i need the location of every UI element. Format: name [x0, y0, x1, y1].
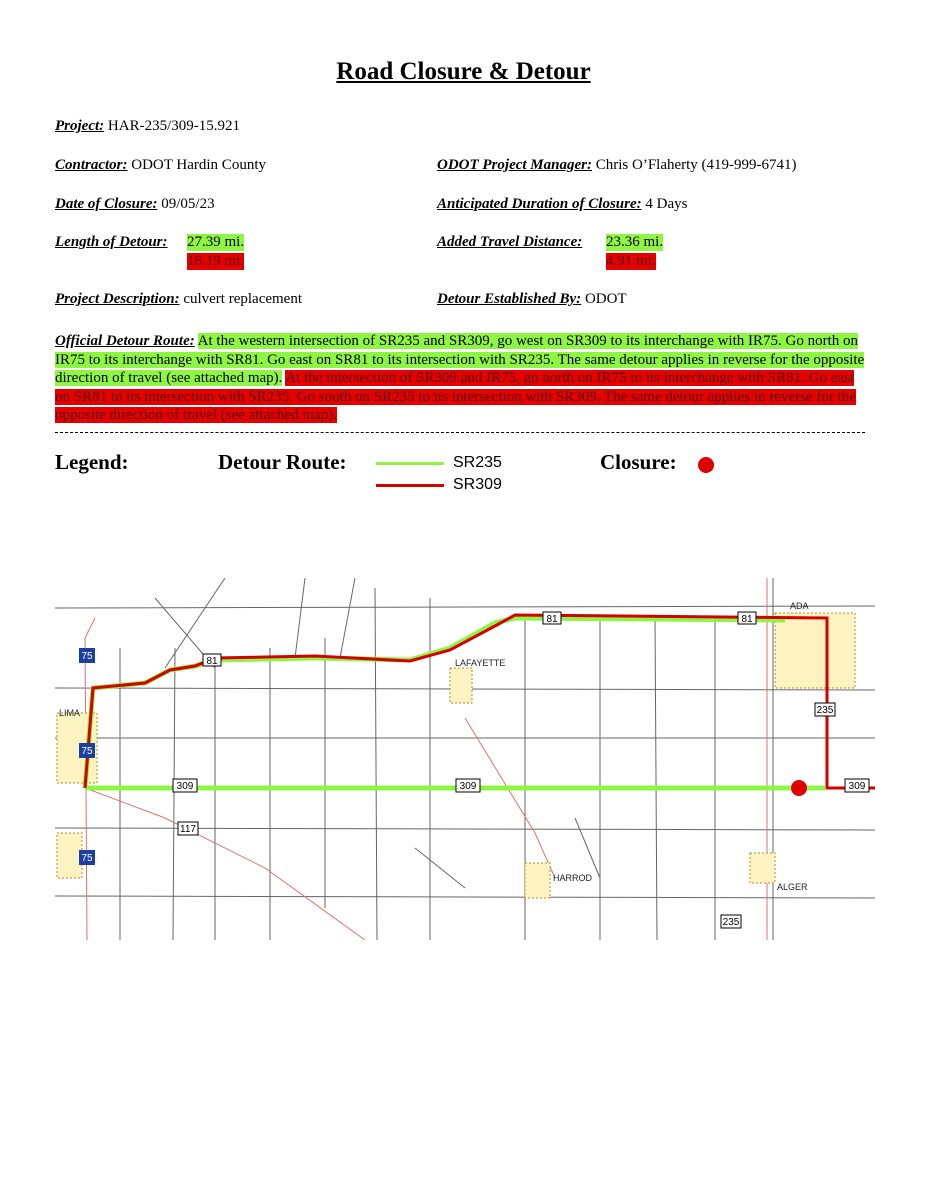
description-value: culvert replacement	[183, 291, 303, 307]
established-field	[437, 291, 627, 308]
length-label: Length of Detour:	[55, 234, 168, 250]
manager-field	[437, 157, 797, 174]
duration-value: 4 Days	[645, 196, 688, 212]
shield-309-east: 309	[848, 781, 866, 792]
shield-235-north: 235	[816, 705, 834, 716]
manager-label: ODOT Project Manager:	[437, 157, 592, 173]
legend-sr309-line	[376, 484, 444, 487]
legend-sr235-line	[376, 462, 444, 465]
added-value-sr309: 4.91 mi.	[606, 253, 656, 269]
legend-closure-label: Closure:	[600, 450, 677, 474]
official-detour-route	[55, 332, 870, 425]
map-labels	[59, 601, 809, 892]
shield-235-south: 235	[722, 917, 740, 928]
contractor-field	[55, 157, 266, 174]
page-title: Road Closure & Detour	[336, 58, 591, 85]
established-label: Detour Established By:	[437, 291, 582, 307]
manager-value: Chris O’Flaherty (419-999-6741)	[595, 157, 797, 173]
place-label-harrod: HARROD	[553, 873, 593, 883]
shield-75-north: 75	[81, 651, 93, 662]
added-label: Added Travel Distance:	[437, 234, 583, 250]
shield-81-east: 81	[741, 614, 753, 625]
added-value-sr235: 23.36 mi.	[606, 234, 664, 250]
length-field	[55, 234, 168, 251]
route-label: Official Detour Route:	[55, 333, 195, 349]
shield-309-mid: 309	[459, 781, 477, 792]
legend-label: Legend:	[55, 450, 129, 474]
shield-81-mid: 81	[546, 614, 558, 625]
length-value-sr235: 27.39 mi.	[187, 234, 245, 250]
sr309-detour-line	[85, 615, 875, 788]
date-value: 09/05/23	[161, 196, 215, 212]
established-value: ODOT	[584, 291, 627, 307]
project-label: Project:	[55, 118, 105, 134]
place-label-alger: ALGER	[777, 882, 808, 892]
legend-sr235-label: SR235	[453, 454, 502, 471]
duration-field	[437, 196, 687, 213]
legend-sr309-label: SR309	[453, 476, 502, 493]
added-field	[437, 234, 582, 251]
legend-detour-label: Detour Route:	[218, 450, 347, 474]
legend-closure-dot	[698, 457, 714, 473]
shield-75-south: 75	[81, 853, 93, 864]
project-field	[55, 118, 240, 135]
date-field	[55, 196, 215, 213]
map-secondary-roads	[85, 578, 767, 940]
contractor-value: ODOT Hardin County	[131, 157, 266, 173]
map-towns	[57, 613, 855, 898]
shield-75-mid: 75	[81, 746, 93, 757]
detour-map	[55, 578, 875, 940]
route-sr235-text: At the western intersection of SR235 and SR309, go west on SR309 to its interchange with IR75. Go north on IR75 to its interchange with SR81. Go east on SR81 to its intersection with SR235. The same detour applies in reverse for the opposite direction of travel (see attached map).	[55, 333, 865, 387]
place-label-ada: ADA	[790, 601, 809, 611]
project-value: HAR-235/309-15.921	[107, 118, 240, 134]
route-sr309-text: At the intersection of SR309 and IR75, go north on IR75 to its interchange with SR81. Go east on SR81 to its intersection with SR235. Go south on SR235 to its intersection with SR309. The same detour applies in reverse for the opposite direction of travel (see attached map).	[55, 370, 856, 424]
place-label-lafayette: LAFAYETTE	[455, 658, 506, 668]
contractor-label: Contractor:	[55, 157, 128, 173]
description-field	[55, 291, 302, 308]
map-roads	[55, 578, 875, 940]
place-label-lima: LIMA	[59, 708, 81, 718]
description-label: Project Description:	[55, 291, 180, 307]
date-label: Date of Closure:	[55, 196, 158, 212]
shield-117: 117	[180, 824, 196, 835]
duration-label: Anticipated Duration of Closure:	[437, 196, 642, 212]
divider	[55, 432, 865, 433]
length-value-sr309: 18.19 mi.	[187, 253, 245, 269]
shield-81-west: 81	[206, 656, 218, 667]
shield-309-west: 309	[176, 781, 194, 792]
closure-marker	[791, 780, 807, 796]
